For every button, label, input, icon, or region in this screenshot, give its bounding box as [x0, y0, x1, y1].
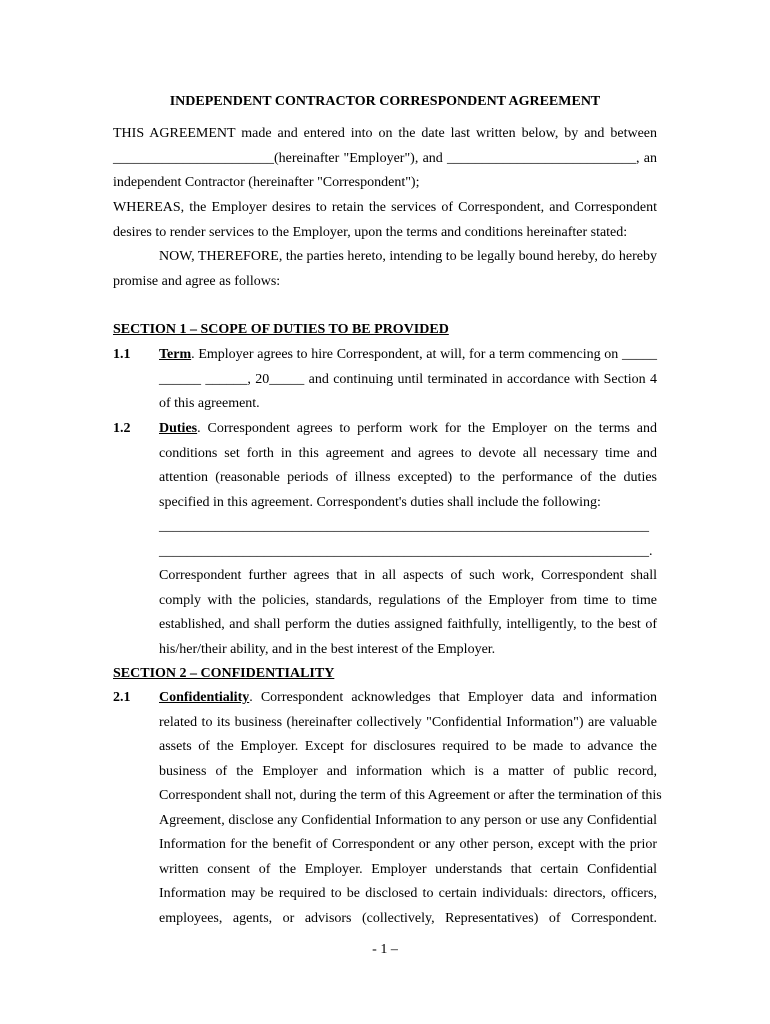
- now-line: promise and agree as follows:: [113, 273, 281, 289]
- clause-term: Term: [159, 347, 192, 362]
- blank-line: ______________________________________________________________________.: [159, 543, 653, 559]
- clause-number: 1.1: [113, 347, 131, 362]
- clause-first-line-text: . Employer agrees to hire Correspondent, at will, for a term commencing on _____: [191, 347, 657, 362]
- clause-line: attention (reasonable periods of illness excepted) to the performance of the duties: [159, 470, 657, 485]
- clause-line: his/her/their ability, and in the best interest of the Employer.: [159, 641, 496, 657]
- document-title: INDEPENDENT CONTRACTOR CORRESPONDENT AGREEMENT: [169, 94, 601, 109]
- clause-line: ______ ______, 20_____ and continuing until terminated in accordance with Section 4: [159, 371, 657, 387]
- clause-line: assets of the Employer. Except for disclosures required to be made to advance the: [159, 739, 657, 754]
- intro-line: independent Contractor (hereinafter "Correspondent");: [113, 175, 420, 190]
- now-line: NOW, THEREFORE, the parties hereto, intending to be legally bound hereby, do hereby: [159, 249, 657, 264]
- whereas-line: WHEREAS, the Employer desires to retain the services of Correspondent, and Correspondent: [113, 200, 657, 215]
- clause-line: written consent of the Employer. Employer understands that certain Confidential: [159, 861, 657, 877]
- clause-first-line: [159, 686, 657, 711]
- whereas-paragraph: [113, 196, 657, 245]
- blank-line: ______________________________________________________________________: [159, 519, 649, 534]
- clause-line: Agreement, disclose any Confidential Information to any person or use any Confidential: [159, 812, 657, 828]
- clause-term: Confidentiality: [159, 690, 250, 705]
- clause-first-line: [159, 417, 657, 442]
- intro-line: THIS AGREEMENT made and entered into on the date last written below, by and between: [113, 126, 657, 141]
- clause-line: Information for the benefit of Correspondent or any other person, except with the prior: [159, 837, 657, 852]
- clause-2-1: [113, 686, 662, 931]
- clause-first-line-text: . Correspondent acknowledges that Employer data and information: [249, 690, 657, 705]
- clause-line: related to its business (hereinafter collectively "Confidential Information") are valuable: [159, 714, 657, 730]
- clause-line: business of the Employer and information which is a matter of public record,: [159, 763, 657, 779]
- intro-paragraph: [113, 122, 657, 196]
- whereas-line: desires to render services to the Employer, upon the terms and conditions hereinafter stated:: [113, 224, 628, 240]
- clause-line: conditions set forth in this agreement and agrees to devote all necessary time and: [159, 445, 657, 461]
- clause-line: comply with the policies, standards, regulations of the Employer from time to time: [159, 592, 657, 608]
- clause-line: specified in this agreement. Correspondent's duties shall include the following:: [159, 494, 601, 510]
- page-number: - 1 –: [372, 942, 398, 957]
- section-1-heading: SECTION 1 – SCOPE OF DUTIES TO BE PROVIDED: [113, 322, 449, 337]
- intro-line: _______________________(hereinafter "Employer"), and ___________________________, an: [113, 150, 657, 166]
- clause-line: employees, agents, or advisors (collectively, Representatives) of Correspondent.: [159, 910, 657, 926]
- clause-line: Information may be required to be disclosed to certain individuals: directors, officers,: [159, 886, 657, 901]
- clause-1-1: [113, 343, 657, 417]
- clause-line: of this agreement.: [159, 396, 260, 411]
- clause-number: 1.2: [113, 421, 131, 436]
- clause-line: Correspondent shall not, during the term of this Agreement or after the termination of this: [159, 788, 662, 803]
- clause-line: Correspondent further agrees that in all aspects of such work, Correspondent shall: [159, 568, 657, 583]
- now-therefore-paragraph: [113, 245, 657, 294]
- clause-number: 2.1: [113, 690, 131, 705]
- clause-first-line-text: . Correspondent agrees to perform work for the Employer on the terms and: [197, 421, 657, 436]
- clause-line: established, and shall perform the duties assigned faithfully, intelligently, to the best of: [159, 617, 657, 632]
- clause-term: Duties: [159, 421, 198, 436]
- clause-1-2: [113, 417, 657, 662]
- clause-first-line: [159, 343, 657, 368]
- section-2-heading: SECTION 2 – CONFIDENTIALITY: [113, 666, 335, 681]
